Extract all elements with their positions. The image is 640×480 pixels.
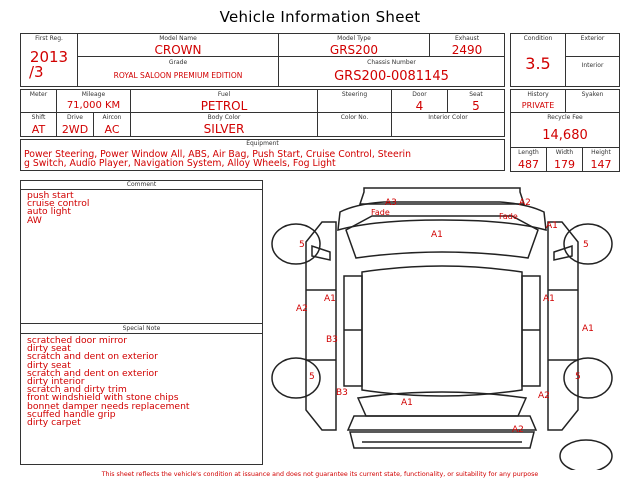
list-item: dirty carpet bbox=[27, 417, 81, 429]
list-item: scratch and dent on exterior bbox=[27, 367, 158, 379]
special-note-label: Special Note bbox=[122, 325, 161, 332]
damage-wheel-5-top-left: 5 bbox=[299, 240, 305, 250]
list-item: AW bbox=[27, 214, 42, 226]
drive-label: Drive bbox=[67, 114, 83, 121]
steering-cell bbox=[317, 89, 392, 113]
color-no-label: Color No. bbox=[340, 114, 369, 121]
list-item: scuffed handle grip bbox=[27, 408, 116, 420]
model-type-label: Model Type bbox=[337, 35, 371, 42]
model-name-value: CROWN bbox=[154, 43, 202, 57]
equipment-line-1: Power Steering, Power Window All, ABS, Air Bag, Push Start, Cruise Control, Steerin bbox=[24, 149, 412, 160]
meter-label: Meter bbox=[29, 91, 48, 98]
damage-a2-top-right: A2 bbox=[519, 198, 531, 208]
shift-cell bbox=[20, 112, 57, 137]
color-no-cell bbox=[317, 112, 392, 137]
damage-a1-right-door: A1 bbox=[543, 294, 555, 304]
list-item: push start bbox=[27, 190, 74, 201]
exterior-label: Exterior bbox=[580, 35, 605, 42]
seat-cell bbox=[447, 89, 505, 113]
interior-color-label: Interior Color bbox=[428, 114, 468, 121]
equipment-line-2: g Switch, Audio Player, Navigation System, Alloy Wheels, Fog Light bbox=[24, 158, 336, 169]
seat-label: Seat bbox=[469, 91, 483, 98]
list-item: scratch and dent on exterior bbox=[27, 351, 158, 363]
body-color-value: SILVER bbox=[203, 122, 245, 136]
aircon-cell bbox=[93, 112, 131, 137]
model-name-cell bbox=[77, 33, 279, 57]
grade-value: ROYAL SALOON PREMIUM EDITION bbox=[113, 71, 243, 80]
recycle-fee-cell bbox=[510, 112, 620, 148]
first-reg-year: 2013 bbox=[29, 48, 69, 66]
mileage-cell bbox=[56, 89, 131, 113]
width-value: 179 bbox=[554, 158, 575, 171]
list-item: dirty seat bbox=[27, 343, 71, 355]
comment-label: Comment bbox=[126, 181, 157, 188]
aircon-label: Aircon bbox=[102, 114, 122, 121]
grade-label: Grade bbox=[168, 59, 188, 66]
mileage-value: 71,000 KM bbox=[66, 100, 121, 111]
list-item: front windshield with stone chips bbox=[27, 392, 179, 404]
damage-wheel-5-top-right: 5 bbox=[583, 240, 589, 250]
first-reg-label: First Reg. bbox=[35, 35, 63, 42]
comment-list bbox=[27, 192, 89, 225]
interior-label: Interior bbox=[581, 62, 604, 69]
comment-box bbox=[20, 180, 263, 324]
model-name-label: Model Name bbox=[159, 35, 197, 42]
list-item: dirty interior bbox=[27, 376, 85, 388]
shift-label: Shift bbox=[31, 114, 46, 121]
model-type-cell bbox=[278, 33, 430, 57]
damage-a1-right-side: A1 bbox=[582, 324, 594, 334]
list-item: scratched door mirror bbox=[27, 335, 127, 346]
recycle-fee-label: Recycle Fee bbox=[547, 114, 583, 121]
length-cell bbox=[510, 147, 547, 172]
width-label: Width bbox=[555, 149, 574, 156]
special-note-box bbox=[20, 323, 263, 465]
history-cell bbox=[510, 89, 566, 113]
chassis-cell bbox=[278, 56, 505, 87]
damage-fade-left: Fade bbox=[371, 208, 390, 217]
list-item: auto light bbox=[27, 206, 71, 218]
page-title: Vehicle Information Sheet bbox=[219, 8, 421, 26]
height-value: 147 bbox=[590, 158, 612, 171]
damage-a3-top: A3 bbox=[385, 198, 397, 208]
recycle-fee-value: 14,680 bbox=[542, 128, 588, 143]
door-value: 4 bbox=[415, 99, 424, 113]
width-cell bbox=[546, 147, 583, 172]
fuel-cell bbox=[130, 89, 318, 113]
damage-a1-windshield: A1 bbox=[431, 230, 443, 240]
car-damage-diagram bbox=[266, 180, 620, 470]
interior-cell bbox=[565, 56, 620, 87]
condition-value: 3.5 bbox=[525, 54, 551, 73]
seat-value: 5 bbox=[472, 99, 480, 113]
damage-wheel-5-bottom-right: 5 bbox=[575, 372, 581, 382]
damage-b3-lower-left: B3 bbox=[336, 388, 348, 398]
damage-a1-top-right: A1 bbox=[546, 221, 558, 231]
damage-a2-left: A2 bbox=[296, 304, 308, 314]
exhaust-value: 2490 bbox=[451, 43, 483, 57]
meter-cell bbox=[20, 89, 57, 113]
fuel-label: Fuel bbox=[217, 91, 231, 98]
shift-value: AT bbox=[31, 123, 46, 136]
damage-fade-right: Fade bbox=[499, 212, 518, 221]
list-item: scratch and dirty trim bbox=[27, 384, 127, 396]
fuel-value: PETROL bbox=[200, 99, 248, 113]
length-value: 487 bbox=[518, 158, 539, 171]
list-item: bonnet damper needs replacement bbox=[27, 400, 190, 412]
chassis-value: GRS200-0081145 bbox=[334, 69, 449, 84]
equipment-cell bbox=[20, 139, 505, 171]
disclaimer: This sheet reflects the vehicle's condition at issuance and does not guarantee its current state, functionality, or suitability for any purpose bbox=[101, 471, 539, 478]
equipment-label: Equipment bbox=[246, 140, 279, 147]
damage-wheel-5-bottom-left: 5 bbox=[309, 372, 315, 382]
first-reg-month: /3 bbox=[29, 63, 44, 81]
damage-a1-bottom-center: A1 bbox=[401, 398, 413, 408]
height-cell bbox=[582, 147, 620, 172]
length-label: Length bbox=[518, 149, 539, 156]
interior-color-cell bbox=[391, 112, 505, 137]
syaken-label: Syaken bbox=[581, 91, 604, 98]
condition-cell bbox=[510, 33, 566, 87]
condition-label: Condition bbox=[523, 35, 553, 42]
damage-a2-bottom-right: A2 bbox=[538, 391, 550, 401]
door-cell bbox=[391, 89, 448, 113]
aircon-value: AC bbox=[104, 123, 120, 136]
body-color-cell bbox=[130, 112, 318, 137]
list-item: dirty seat bbox=[27, 359, 71, 371]
model-type-value: GRS200 bbox=[329, 43, 379, 57]
door-label: Door bbox=[412, 91, 427, 98]
damage-a1-left-door: A1 bbox=[324, 294, 336, 304]
history-label: History bbox=[527, 91, 549, 98]
damage-a2-rear: A2 bbox=[512, 425, 524, 435]
grade-cell bbox=[77, 56, 279, 87]
special-note-list bbox=[27, 337, 190, 427]
syaken-cell bbox=[565, 89, 620, 113]
drive-value: 2WD bbox=[61, 123, 89, 136]
exterior-cell bbox=[565, 33, 620, 57]
list-item: cruise control bbox=[27, 198, 90, 210]
drive-cell bbox=[56, 112, 94, 137]
damage-b3-left: B3 bbox=[326, 335, 338, 345]
exhaust-cell bbox=[429, 33, 505, 57]
chassis-label: Chassis Number bbox=[367, 59, 416, 66]
steering-label: Steering bbox=[341, 91, 368, 98]
body-color-label: Body Color bbox=[207, 114, 241, 121]
exhaust-label: Exhaust bbox=[454, 35, 480, 42]
first-reg-cell bbox=[20, 33, 78, 87]
history-value: PRIVATE bbox=[521, 101, 555, 110]
mileage-label: Mileage bbox=[81, 91, 106, 98]
height-label: Height bbox=[591, 149, 611, 156]
